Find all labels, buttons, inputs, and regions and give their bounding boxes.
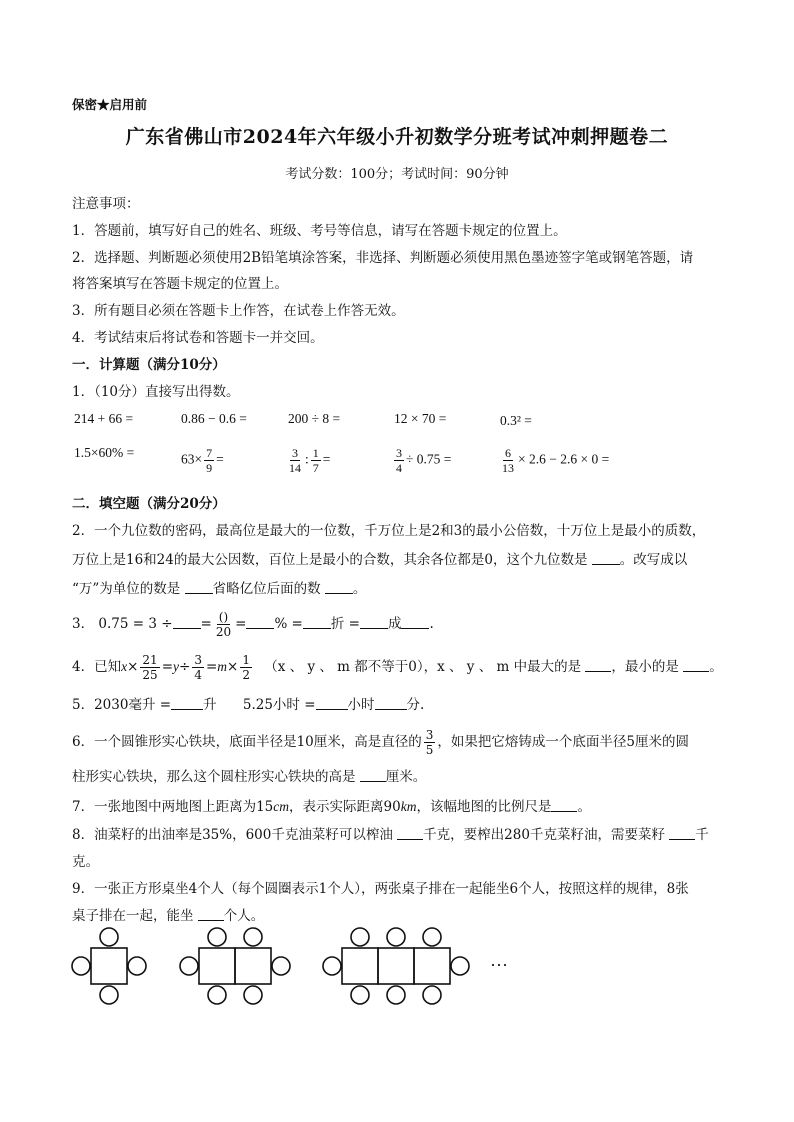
answer-blank[interactable] <box>246 615 274 629</box>
calc-item: 12 × 70 = <box>394 411 447 426</box>
question-7: 7．一张地图中两地图上距离为15cm，表示实际距离90km，该幅地图的比例尺是 。 <box>72 799 591 815</box>
answer-blank[interactable] <box>401 615 429 629</box>
question-2: 2．一个九位数的密码，最高位是最大的一位数，千万位上是2和3的最小公倍数，十万位上是最小的质数， <box>72 523 706 539</box>
answer-blank[interactable] <box>551 798 577 812</box>
seat-circle <box>387 928 405 946</box>
notice-heading: 注意事项： <box>72 196 140 212</box>
calc-item: 214 + 66 = <box>74 411 134 426</box>
answer-blank[interactable] <box>669 826 695 840</box>
square-table <box>91 948 127 984</box>
square-table <box>235 948 271 984</box>
calc-item: 63× $\frac{7}{9}$ = <box>181 446 224 475</box>
question-9: 桌子排在一起，能坐 个人。 <box>72 908 265 924</box>
calc-item: $\frac{3}{14}$ : $\frac{1}{7}$ = <box>289 446 331 475</box>
table-group-3 <box>323 928 469 1004</box>
calc-item: $\frac{6}{13}$ × 2.6 − 2.6 × 0 = <box>502 446 610 475</box>
answer-blank[interactable] <box>360 615 388 629</box>
answer-blank[interactable] <box>173 615 201 629</box>
answer-blank[interactable] <box>397 826 423 840</box>
question-6: 6．一个圆锥形实心铁块，底面半径是10厘米，高是直径的 $\frac{3}{5}$ ，如果把它熔铸成一个底面半径5厘米的圆 <box>72 728 690 757</box>
question-1: 1．（10分）直接写出得数。 <box>72 384 240 400</box>
square-table <box>342 948 378 984</box>
exam-subtitle: 考试分数：100分；考试时间：90分钟 <box>285 167 509 182</box>
seat-circle <box>100 986 118 1004</box>
question-9: 9．一张正方形桌坐4个人（每个圆圈表示1个人），两张桌子排在一起能坐6个人，按照这样的规律，8张 <box>72 881 689 897</box>
answer-blank[interactable] <box>185 580 213 594</box>
notice-item: 1．答题前，填写好自己的姓名、班级、考号等信息，请写在答题卡规定的位置上。 <box>72 223 567 239</box>
table-group-2 <box>180 928 290 1004</box>
square-table <box>378 948 414 984</box>
question-8: 克。 <box>72 854 99 870</box>
seat-circle <box>128 957 146 975</box>
seat-circle <box>244 928 262 946</box>
answer-blank[interactable] <box>592 551 620 565</box>
calc-item: 1.5×60% = <box>74 445 135 460</box>
seat-circle <box>100 928 118 946</box>
answer-blank[interactable] <box>360 768 386 782</box>
answer-blank[interactable] <box>585 658 611 672</box>
notice-item: 2．选择题、判断题必须使用2B铅笔填涂答案，非选择、判断题必须使用黑色墨迹签字笔或钢笔答题，请 <box>72 250 694 266</box>
square-table <box>414 948 450 984</box>
calc-item: 0.86 − 0.6 = <box>181 411 247 426</box>
seat-circle <box>451 957 469 975</box>
notice-item: 4．考试结束后将试卷和答题卡一并交回。 <box>72 330 324 346</box>
section-heading: 一．计算题（满分10分） <box>72 357 226 373</box>
answer-blank[interactable] <box>198 907 224 921</box>
question-3: 3． 0.75 = 3 ÷ = $\frac{()}{20}$ = % = 折 = 成 . <box>72 610 434 639</box>
seat-circle <box>180 957 198 975</box>
question-4: 4．已知x× $\frac{21}{25}$ =y÷ $\frac{3}{4}$ =m× $\frac{1}{2}$ （x 、 y 、 m 都不等于0），x 、 y 、 m 中最大的是 ，最小的是 。 <box>72 653 723 682</box>
seat-circle <box>208 928 226 946</box>
seat-circle <box>423 986 441 1004</box>
question-8: 8．油菜籽的出油率是35%，600千克油菜籽可以榨油 千克，要榨出280千克菜籽油，需要菜籽 千 <box>72 827 709 843</box>
answer-blank[interactable] <box>375 696 407 710</box>
calc-item: 200 ÷ 8 = <box>288 411 341 426</box>
calc-item: 0.3² = <box>500 413 532 428</box>
seat-circle <box>351 986 369 1004</box>
notice-item: 将答案填写在答题卡规定的位置上。 <box>72 276 288 292</box>
seat-circle <box>387 986 405 1004</box>
question-5: 5．2030毫升 = 升 5.25小时 = 小时 分. <box>72 697 425 713</box>
square-table <box>199 948 235 984</box>
section-heading: 二．填空题（满分20分） <box>72 496 226 512</box>
confidential-label: 保密★启用前 <box>72 97 148 112</box>
answer-blank[interactable] <box>325 580 353 594</box>
answer-blank[interactable] <box>171 696 203 710</box>
table-pattern-figure <box>70 925 530 1010</box>
seat-circle <box>208 986 226 1004</box>
continuation-ellipsis: ··· <box>490 955 508 975</box>
seat-circle <box>272 957 290 975</box>
question-2: 万位上是16和24的最大公因数，百位上是最小的合数，其余各位都是0，这个九位数是 。改写成以 <box>72 552 688 568</box>
seat-circle <box>323 957 341 975</box>
seat-circle <box>351 928 369 946</box>
notice-item: 3．所有题目必须在答题卡上作答，在试卷上作答无效。 <box>72 303 405 319</box>
question-2: “万”为单位的数是 省略亿位后面的数 。 <box>72 581 367 597</box>
table-group-1 <box>72 928 146 1004</box>
calc-item: $\frac{3}{4}$ ÷ 0.75 = <box>396 446 452 475</box>
exam-title: 广东省佛山市2024年六年级小升初数学分班考试冲刺押题卷二 <box>125 126 669 148</box>
answer-blank[interactable] <box>303 615 331 629</box>
answer-blank[interactable] <box>316 696 348 710</box>
question-6: 柱形实心铁块，那么这个圆柱形实心铁块的高是 厘米。 <box>72 769 427 785</box>
answer-blank[interactable] <box>683 658 709 672</box>
seat-circle <box>423 928 441 946</box>
seat-circle <box>72 957 90 975</box>
seat-circle <box>244 986 262 1004</box>
